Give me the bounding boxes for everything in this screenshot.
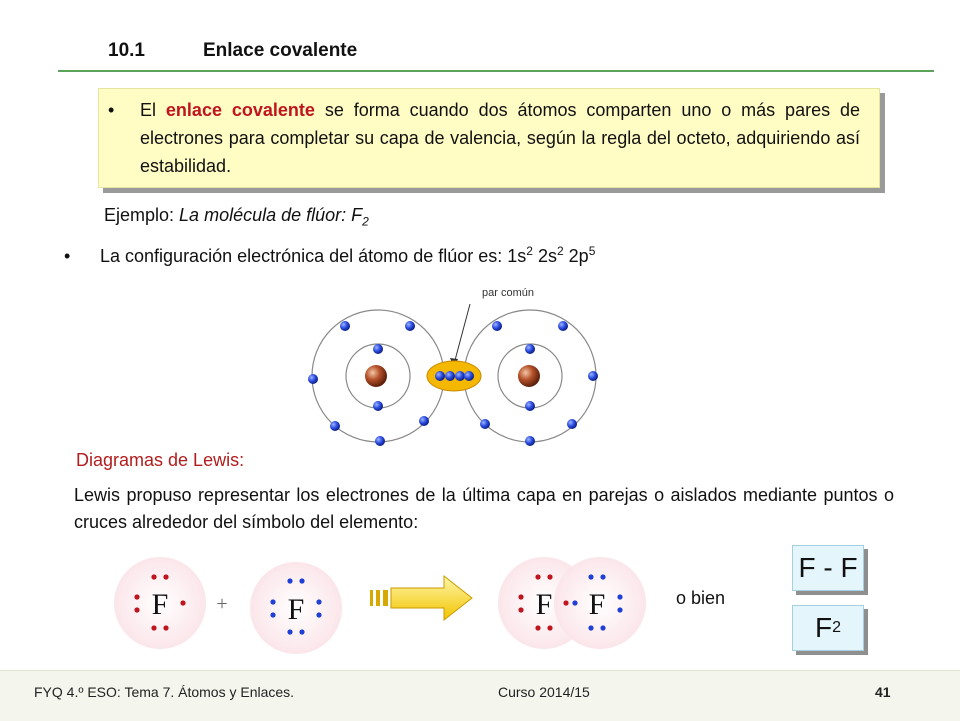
definition-body: se forma cuando dos átomos comparten uno o más pares de electrones para completar su capa de valencia, según la regla del octeto, adquiriendo así estabilidad. — [140, 100, 860, 176]
bullet-icon: • — [64, 246, 71, 266]
config-2s: 2s — [532, 246, 557, 266]
lewis-molecule — [498, 557, 646, 649]
electron — [525, 436, 535, 446]
formula-box — [792, 605, 864, 651]
electron — [525, 401, 535, 411]
config-2p: 2p — [563, 246, 589, 266]
lewis-atom-f1 — [114, 557, 206, 649]
electron — [340, 321, 350, 331]
electron — [455, 371, 465, 381]
section-title — [108, 40, 357, 62]
formula-bond: F - F — [798, 552, 858, 583]
example-formula-sub: 2 — [362, 214, 369, 229]
footer-year: Curso 2014/15 — [498, 684, 590, 700]
section-heading: Enlace covalente — [203, 40, 358, 61]
lewis-symbol: F — [151, 588, 169, 621]
fluorine-molecule-diagram — [290, 276, 620, 456]
nucleus-right — [518, 365, 540, 387]
header-divider — [58, 70, 934, 72]
electron — [492, 321, 502, 331]
electron — [373, 401, 383, 411]
page-number: 41 — [875, 684, 891, 700]
config-sup-1: 2 — [526, 244, 533, 258]
bullet-icon: • — [108, 100, 115, 120]
electron — [375, 436, 385, 446]
lewis-diagrams — [100, 550, 660, 660]
config-sup-3: 5 — [588, 244, 596, 258]
shared-pair-label: par común — [482, 287, 534, 299]
definition-prefix: El — [140, 100, 157, 120]
footer-course: FYQ 4.º ESO: Tema 7. Átomos y Enlaces. — [34, 684, 295, 700]
keyword-highlight: enlace covalente — [165, 100, 315, 120]
electron — [405, 321, 415, 331]
formula-sub: 2 — [832, 619, 841, 636]
electron — [567, 419, 577, 429]
lewis-description: Lewis propuso representar los electrones de la última capa en parejas o aislados mediante puntos o cruces alrededor del símbolo del elemento: — [74, 485, 894, 532]
lewis-symbol: F — [588, 588, 606, 621]
lewis-subtitle: Diagramas de Lewis: — [76, 450, 245, 470]
configuration-text: La configuración electrónica del átomo de flúor es: 1s — [100, 246, 527, 266]
electron — [373, 344, 383, 354]
example-line — [104, 205, 369, 229]
or-label: o bien — [676, 588, 726, 608]
reaction-arrow-icon — [370, 576, 472, 620]
electron — [464, 371, 474, 381]
electron — [445, 371, 455, 381]
example-formula: F — [351, 205, 363, 225]
electron — [435, 371, 445, 381]
formula-bond-box — [792, 545, 864, 591]
example-molecule: La molécula de flúor: — [179, 205, 347, 225]
plus-sign: + — [216, 593, 228, 615]
formula-main: F — [814, 612, 833, 643]
electron — [330, 421, 340, 431]
electron — [588, 371, 598, 381]
config-sup-2: 2 — [556, 244, 564, 258]
lewis-atom-f2 — [250, 562, 342, 654]
electron — [308, 374, 318, 384]
section-number: 10.1 — [108, 40, 145, 61]
electron — [558, 321, 568, 331]
configuration-line — [64, 244, 595, 267]
lewis-symbol: F — [287, 593, 305, 626]
electron — [480, 419, 490, 429]
nucleus-left — [365, 365, 387, 387]
electron — [419, 416, 429, 426]
lewis-symbol: F — [535, 588, 553, 621]
example-label: Ejemplo: — [104, 205, 175, 225]
electron — [525, 344, 535, 354]
definition-text — [108, 96, 860, 180]
